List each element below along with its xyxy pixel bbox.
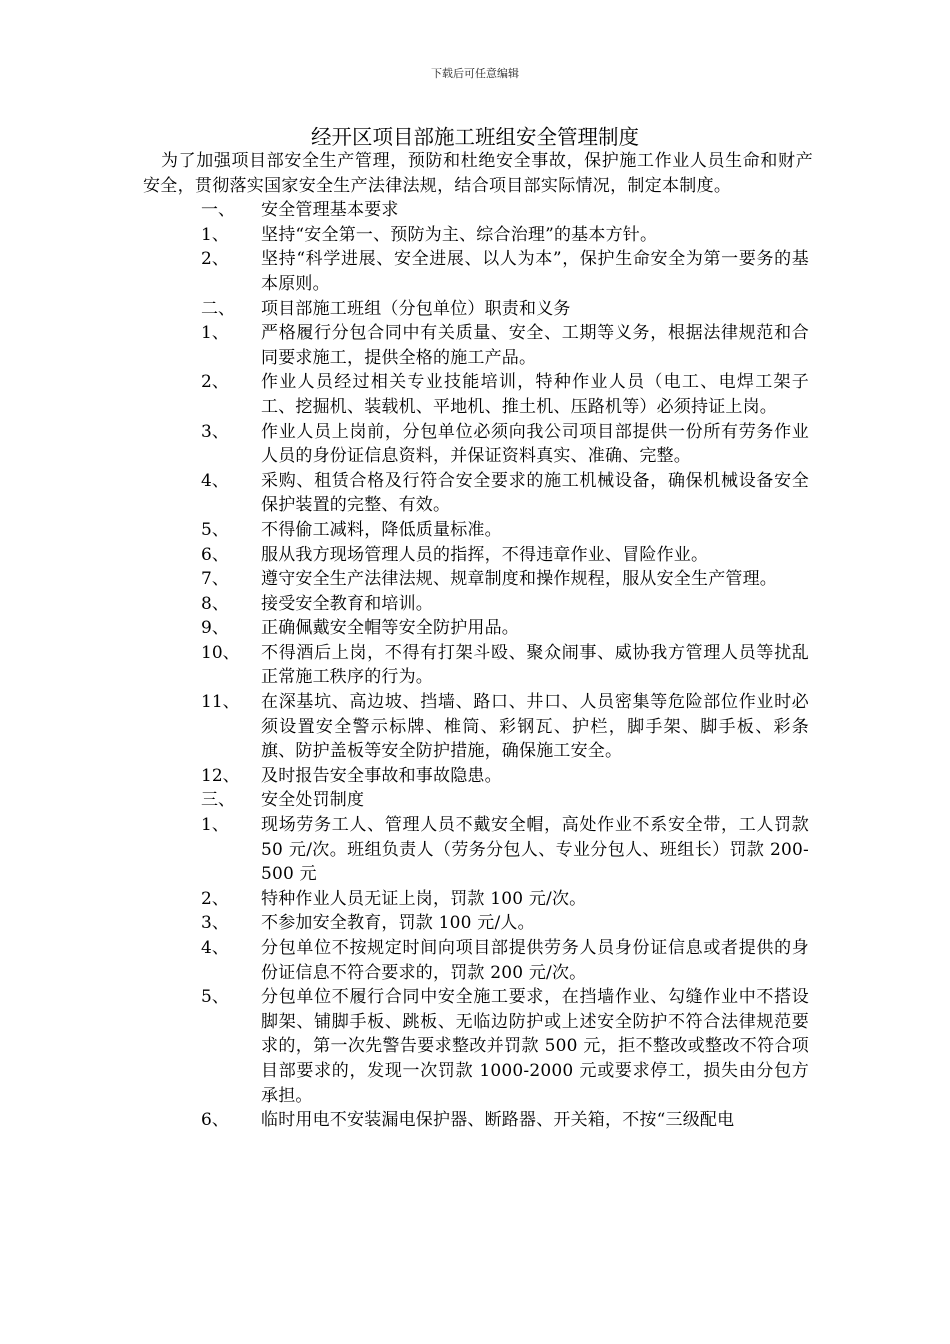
clause-number: 5、 [201, 519, 229, 540]
document-body [143, 149, 813, 1133]
clause-text: 特种作业人员无证上岗，罚款 100 元/次。 [261, 888, 587, 909]
clause-text: 安全处罚制度 [261, 790, 365, 811]
clause-text: 现场劳务工人、管理人员不戴安全帽，高处作业不系安全带，工人罚款 50 元/次。班组负责人（劳务分包人、专业分包人、班组长）罚款 200-500 元 [261, 815, 809, 885]
clause-text: 采购、租赁合格及行符合安全要求的施工机械设备，确保机械设备安全保护装置的完整、有效。 [261, 470, 809, 516]
clause-item [143, 641, 813, 690]
clause-number: 3、 [201, 421, 229, 442]
clause-item [143, 297, 813, 322]
clause-number: 1、 [201, 323, 229, 344]
clause-item [143, 936, 813, 985]
clause-number: 3、 [201, 913, 229, 934]
clause-number: 6、 [201, 1110, 229, 1131]
clause-text: 服从我方现场管理人员的指挥，不得违章作业、冒险作业。 [261, 544, 709, 565]
clause-number: 一、 [201, 200, 235, 221]
clause-number: 4、 [201, 938, 229, 958]
document-title: 经开区项目部施工班组安全管理制度 [311, 125, 639, 149]
clause-number: 2、 [201, 372, 229, 393]
clause-item [143, 690, 813, 764]
clause-text: 临时用电不安装漏电保护器、断路器、开关箱，不按“三级配电 [261, 1110, 735, 1131]
clause-text: 在深基坑、高边坡、挡墙、路口、井口、人员密集等危险部位作业时必须设置安全警示标牌、椎筒、彩钢瓦、护栏，脚手架、脚手板、彩条旗、防护盖板等安全防护措施，确保施工安全。 [261, 692, 809, 762]
clause-number: 三、 [201, 790, 235, 811]
clause-item [143, 543, 813, 568]
clause-item [143, 198, 813, 223]
clause-item [143, 223, 813, 248]
clause-item [143, 887, 813, 912]
clause-number: 1、 [201, 815, 229, 836]
clause-text: 坚持“安全第一、预防为主、综合治理”的基本方针。 [261, 224, 658, 245]
clause-number: 9、 [201, 618, 229, 639]
clause-item [143, 764, 813, 789]
clause-text: 不得偷工减料，降低质量标准。 [261, 519, 502, 540]
clause-text: 接受安全教育和培训。 [261, 593, 433, 614]
clause-number: 6、 [201, 544, 229, 565]
clause-number: 12、 [201, 765, 240, 786]
clause-item [143, 788, 813, 813]
clause-number: 7、 [201, 569, 229, 590]
clause-number: 2、 [201, 249, 229, 270]
clause-item [143, 592, 813, 617]
clause-text: 正确佩戴安全帽等安全防护用品。 [261, 618, 519, 639]
clause-text: 及时报告安全事故和事故隐患。 [261, 765, 502, 786]
clause-number: 二、 [201, 298, 235, 319]
clause-text: 不得酒后上岗，不得有打架斗殴、聚众闹事、威协我方管理人员等扰乱正常施工秩序的行为。 [261, 642, 809, 688]
clause-number: 4、 [201, 470, 229, 491]
clause-text: 不参加安全教育，罚款 100 元/人。 [261, 913, 535, 934]
clause-item [143, 370, 813, 419]
clause-text: 遵守安全生产法律法规、规章制度和操作规程，服从安全生产管理。 [261, 569, 777, 590]
intro-paragraph: 为了加强项目部安全生产管理，预防和杜绝安全事故，保护施工作业人员生命和财产安全，贯彻落实国家安全生产法律法规，结合项目部实际情况，制定本制度。 [143, 151, 813, 196]
clause-item [143, 616, 813, 641]
clause-text: 分包单位不履行合同中安全施工要求，在挡墙作业、勾缝作业中不搭设脚架、铺脚手板、跳板、无临边防护或上述安全防护不符合法律规范要求的，第一次先警告要求整改并罚款 500 元，拒不整改或整改不符合项目部要求的，发现一次罚款 1000-2000 元或要求停工，损失由分包方承担。 [261, 987, 809, 1106]
clause-item [143, 518, 813, 543]
clause-text: 坚持“科学进展、安全进展、以人为本”，保护生命安全为第一要务的基本原则。 [261, 249, 809, 294]
clause-text: 严格履行分包合同中有关质量、安全、工期等义务，根据法律规范和合同要求施工，提供全格的施工产品。 [261, 323, 809, 368]
clause-item [143, 469, 813, 518]
clause-number: 5、 [201, 987, 229, 1008]
clause-item [143, 567, 813, 592]
clause-item [143, 420, 813, 469]
clause-text: 作业人员上岗前，分包单位必须向我公司项目部提供一份所有劳务作业人员的身份证信息资料，并保证资料真实、准确、完整。 [261, 421, 809, 467]
clause-text: 安全管理基本要求 [261, 200, 399, 221]
clause-text: 项目部施工班组（分包单位）职责和义务 [261, 298, 571, 319]
header-note: 下载后可任意编辑 [431, 67, 519, 80]
clause-number: 8、 [201, 593, 229, 614]
clause-number: 1、 [201, 224, 229, 245]
clause-text: 作业人员经过相关专业技能培训，特种作业人员（电工、电焊工架子工、挖掘机、装载机、平地机、推土机、压路机等）必须持证上岗。 [261, 372, 809, 417]
clause-item [143, 1108, 813, 1133]
clause-item [143, 985, 813, 1108]
clause-number: 2、 [201, 888, 229, 909]
clause-item [143, 247, 813, 296]
clause-item [143, 911, 813, 936]
clause-item [143, 813, 813, 887]
clause-text: 分包单位不按规定时间向项目部提供劳务人员身份证信息或者提供的身份证信息不符合要求的，罚款 200 元/次。 [261, 938, 809, 983]
clause-number: 10、 [201, 642, 240, 663]
clause-number: 11、 [201, 692, 240, 713]
clause-item [143, 321, 813, 370]
clause-list [143, 198, 813, 1133]
